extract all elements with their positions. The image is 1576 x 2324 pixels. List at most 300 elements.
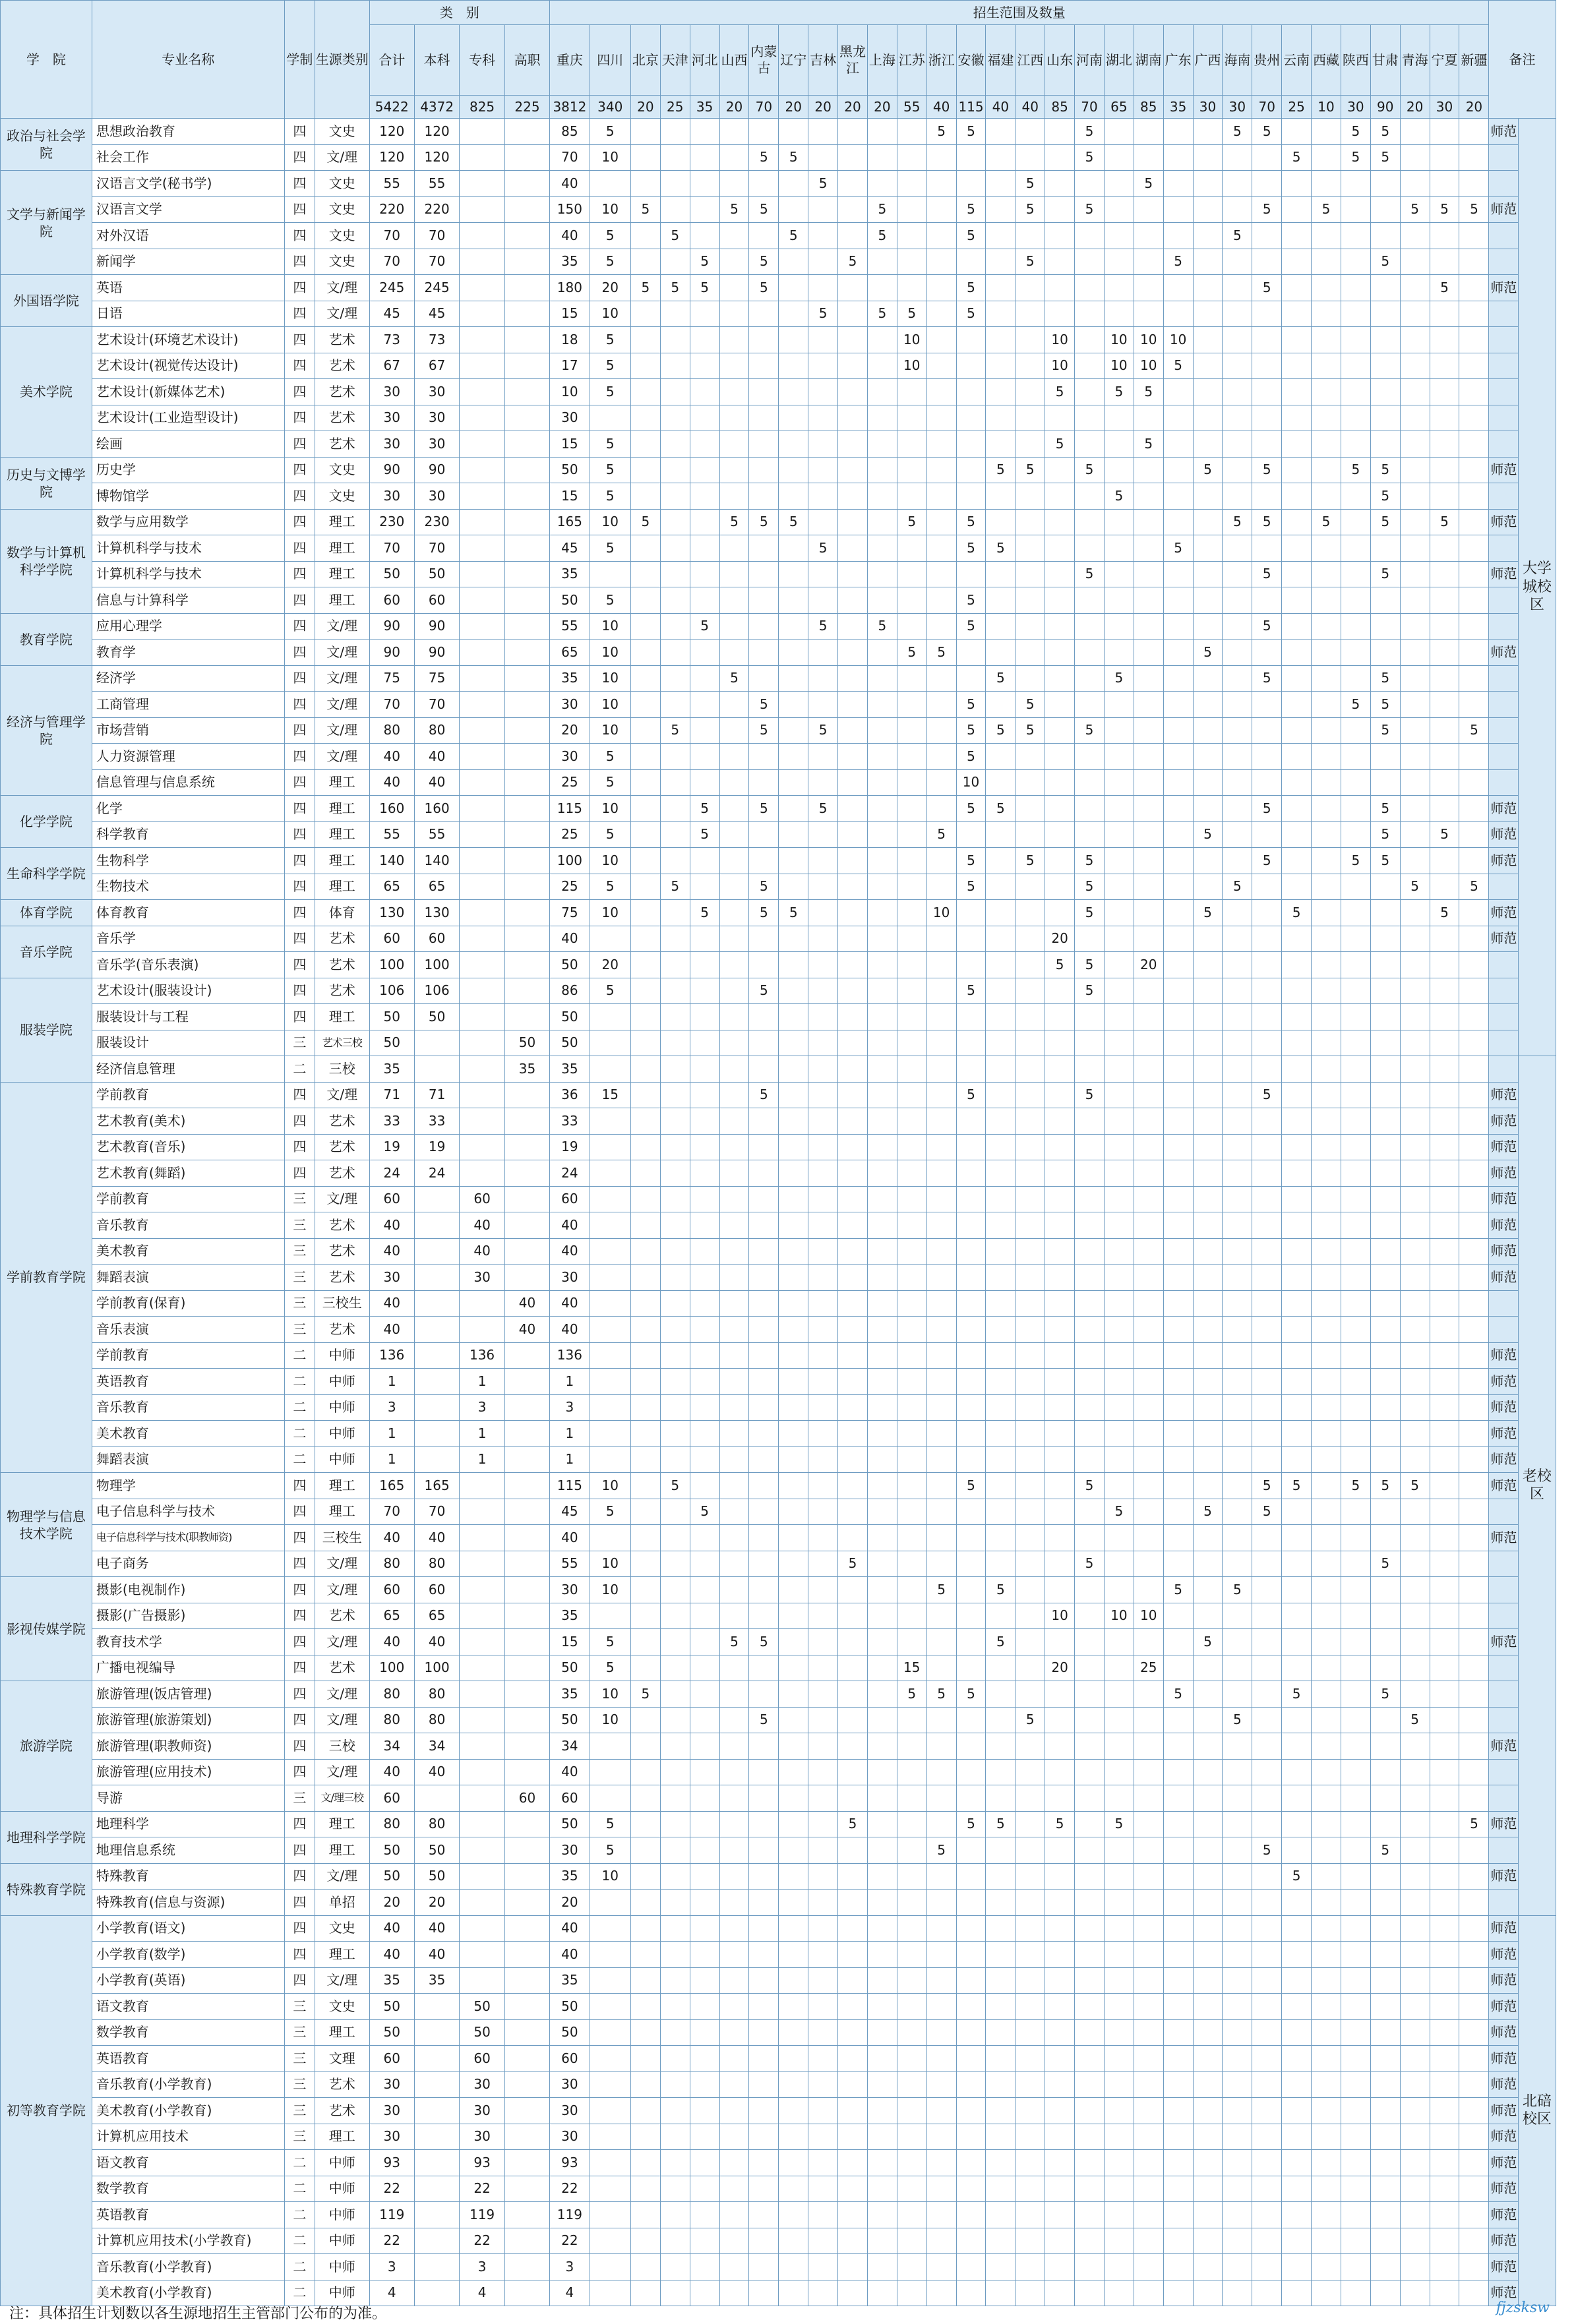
duration-cell: 四 [284, 144, 315, 171]
province-quota-cell [749, 587, 779, 614]
province-quota-cell: 35 [550, 1967, 590, 1994]
total-cell: 30 [369, 405, 414, 431]
province-quota-cell [867, 1733, 897, 1760]
province-quota-cell [719, 405, 749, 431]
province-quota-cell [1134, 1890, 1163, 1916]
province-quota-cell [1459, 327, 1489, 353]
province-quota-cell: 5 [808, 717, 838, 744]
province-quota-cell [867, 1890, 897, 1916]
province-quota-cell [1312, 1759, 1341, 1785]
province-quota-cell: 22 [550, 2228, 590, 2254]
province-quota-cell [1104, 223, 1134, 249]
province-quota-cell [1430, 717, 1459, 744]
major-name: 教育技术学 [92, 1629, 284, 1655]
province-quota-cell [838, 1265, 868, 1291]
header-duration: 学制 [284, 1, 315, 119]
province-quota-cell [838, 1733, 868, 1760]
province-quota-cell [1075, 1967, 1105, 1994]
header-total-count: 25 [1282, 96, 1312, 119]
province-quota-cell: 45 [550, 535, 590, 562]
province-quota-cell [1134, 1265, 1163, 1291]
province-quota-cell [956, 1577, 986, 1603]
header-bachelor: 本科 [414, 25, 459, 96]
province-quota-cell: 5 [1252, 457, 1282, 483]
province-quota-cell [1282, 613, 1312, 640]
province-quota-cell [1459, 1837, 1489, 1864]
province-quota-cell [779, 561, 808, 587]
duration-cell: 四 [284, 926, 315, 952]
province-quota-cell [630, 457, 660, 483]
province-quota-cell [690, 1317, 719, 1343]
province-quota-cell [1312, 1890, 1341, 1916]
province-quota-cell [1163, 2019, 1193, 2046]
province-quota-cell [986, 1915, 1015, 1942]
remark-cell: 师范 [1489, 1629, 1519, 1655]
province-quota-cell: 35 [550, 1056, 590, 1083]
province-quota-cell [630, 1525, 660, 1551]
bachelor-cell: 50 [414, 1863, 459, 1890]
province-quota-cell [690, 1863, 719, 1890]
bachelor-cell: 30 [414, 379, 459, 405]
bachelor-cell [414, 1446, 459, 1473]
province-quota-cell [719, 1317, 749, 1343]
province-quota-cell [1370, 405, 1400, 431]
province-quota-cell [1312, 1707, 1341, 1733]
province-quota-cell [1223, 848, 1252, 874]
province-quota-cell [1252, 1811, 1282, 1837]
province-quota-cell [779, 1369, 808, 1395]
province-quota-cell [1045, 1863, 1075, 1890]
table-row [1, 1473, 1576, 1499]
vocational-cell [504, 2202, 549, 2228]
province-quota-cell: 3 [550, 2254, 590, 2280]
province-quota-cell [1223, 2124, 1252, 2150]
header-total-count: 35 [1163, 96, 1193, 119]
province-quota-cell [630, 2280, 660, 2306]
vocational-cell [504, 692, 549, 718]
vocational-cell [504, 327, 549, 353]
province-quota-cell [1104, 874, 1134, 900]
province-quota-cell [1430, 796, 1459, 822]
province-quota-cell [660, 327, 690, 353]
province-quota-cell [1223, 1473, 1252, 1499]
province-quota-cell [1459, 821, 1489, 848]
province-quota-cell [1223, 2150, 1252, 2176]
province-quota-cell: 30 [550, 1265, 590, 1291]
province-quota-cell: 19 [550, 1134, 590, 1160]
province-quota-cell [660, 1004, 690, 1030]
header-total-count: 70 [749, 96, 779, 119]
province-quota-cell [1223, 769, 1252, 796]
province-quota-cell: 5 [630, 1681, 660, 1708]
vocational-cell [504, 1759, 549, 1785]
province-quota-cell [926, 1473, 956, 1499]
province-quota-cell [808, 665, 838, 692]
remark-cell [1489, 1056, 1519, 1083]
province-quota-cell [1134, 769, 1163, 796]
province-quota-cell [1459, 1394, 1489, 1421]
province-quota-cell [1312, 1108, 1341, 1135]
province-quota-cell [897, 848, 926, 874]
province-quota-cell [1341, 1994, 1370, 2020]
province-quota-cell: 5 [808, 535, 838, 562]
specialty-cell [460, 301, 504, 327]
province-quota-cell: 17 [550, 353, 590, 379]
major-name: 艺术设计(服装设计) [92, 978, 284, 1004]
province-quota-cell [719, 1811, 749, 1837]
province-quota-cell [1104, 196, 1134, 223]
bachelor-cell: 80 [414, 1681, 459, 1708]
major-name: 摄影(广告摄影) [92, 1603, 284, 1629]
province-quota-cell: 10 [926, 900, 956, 926]
province-quota-cell [590, 1238, 630, 1265]
total-cell: 50 [369, 1004, 414, 1030]
province-quota-cell [1282, 2150, 1312, 2176]
source-type-cell: 三校生 [315, 1525, 370, 1551]
specialty-cell: 60 [460, 1186, 504, 1212]
province-quota-cell [1459, 1369, 1489, 1395]
province-quota-cell [1341, 874, 1370, 900]
province-quota-cell [719, 900, 749, 926]
province-quota-cell [590, 2254, 630, 2280]
source-type-cell: 文史 [315, 483, 370, 510]
province-quota-cell [867, 769, 897, 796]
province-quota-cell [590, 171, 630, 197]
province-quota-cell [1045, 2124, 1075, 2150]
province-quota-cell [1459, 1551, 1489, 1577]
header-remark: 备注 [1489, 1, 1556, 119]
province-quota-cell [1400, 405, 1430, 431]
province-quota-cell [956, 640, 986, 666]
province-quota-cell [986, 2280, 1015, 2306]
province-quota-cell [897, 1837, 926, 1864]
province-quota-cell [986, 1108, 1015, 1135]
province-quota-cell [690, 2019, 719, 2046]
province-quota-cell [1193, 744, 1223, 770]
province-quota-cell [1400, 2150, 1430, 2176]
province-quota-cell: 5 [749, 1082, 779, 1108]
province-quota-cell [1045, 535, 1075, 562]
province-quota-cell [1015, 1134, 1045, 1160]
province-quota-cell [1075, 1655, 1105, 1681]
specialty-cell [460, 1863, 504, 1890]
province-quota-cell [1341, 2254, 1370, 2280]
province-quota-cell [1430, 327, 1459, 353]
province-quota-cell [690, 431, 719, 458]
province-quota-cell [749, 1603, 779, 1629]
table-row [1, 1186, 1576, 1212]
province-quota-cell [1430, 1837, 1459, 1864]
province-quota-cell [838, 1577, 868, 1603]
remark-cell [1489, 1681, 1519, 1708]
province-quota-cell [838, 978, 868, 1004]
province-quota-cell [1075, 249, 1105, 275]
province-quota-cell [1341, 1707, 1370, 1733]
province-quota-cell: 5 [1015, 249, 1045, 275]
province-quota-cell [956, 1108, 986, 1135]
table-row [1, 744, 1576, 770]
province-quota-cell [1223, 744, 1252, 770]
province-quota-cell [779, 2202, 808, 2228]
specialty-cell [460, 1603, 504, 1629]
specialty-cell [460, 1290, 504, 1317]
province-quota-cell [1015, 744, 1045, 770]
province-quota-cell [897, 952, 926, 978]
province-quota-cell [1430, 1134, 1459, 1160]
province-quota-cell [1282, 1499, 1312, 1525]
province-quota-cell [1252, 1160, 1282, 1187]
province-quota-cell [1312, 223, 1341, 249]
province-quota-cell [1430, 1577, 1459, 1603]
province-quota-cell [1015, 535, 1045, 562]
province-quota-cell [660, 1655, 690, 1681]
remark-cell [1489, 1890, 1519, 1916]
remark-cell: 师范 [1489, 2071, 1519, 2098]
province-quota-cell [1134, 2124, 1163, 2150]
province-quota-cell [867, 1967, 897, 1994]
total-cell: 50 [369, 561, 414, 587]
province-quota-cell [1015, 1421, 1045, 1447]
province-quota-cell: 5 [749, 796, 779, 822]
province-quota-cell [1400, 535, 1430, 562]
province-quota-cell [838, 1655, 868, 1681]
province-quota-cell [1015, 1212, 1045, 1239]
province-quota-cell [808, 1837, 838, 1864]
vocational-cell [504, 483, 549, 510]
province-quota-cell: 5 [926, 119, 956, 145]
province-quota-cell [1370, 613, 1400, 640]
province-quota-cell [808, 1369, 838, 1395]
province-quota-cell [590, 1759, 630, 1785]
table-row [1, 509, 1576, 535]
province-quota-cell [660, 1238, 690, 1265]
province-quota-cell [986, 2046, 1015, 2072]
province-quota-cell [808, 1108, 838, 1135]
province-quota-cell: 5 [838, 1551, 868, 1577]
specialty-cell [460, 144, 504, 171]
specialty-cell: 1 [460, 1421, 504, 1447]
province-quota-cell [838, 327, 868, 353]
province-quota-cell [1430, 1785, 1459, 1812]
province-quota-cell [660, 1394, 690, 1421]
province-quota-cell [808, 2046, 838, 2072]
province-quota-cell [1400, 1942, 1430, 1968]
province-quota-cell: 35 [550, 249, 590, 275]
duration-cell: 四 [284, 1004, 315, 1030]
province-quota-cell [1400, 692, 1430, 718]
province-quota-cell [1045, 1369, 1075, 1395]
total-cell: 1 [369, 1446, 414, 1473]
province-quota-cell [808, 2124, 838, 2150]
bachelor-cell: 90 [414, 613, 459, 640]
province-quota-cell [1430, 144, 1459, 171]
province-quota-cell [1134, 1446, 1163, 1473]
province-quota-cell [867, 1473, 897, 1499]
specialty-cell [460, 1525, 504, 1551]
remark-cell: 师范 [1489, 1525, 1519, 1551]
source-type-cell: 理工 [315, 1942, 370, 1968]
province-quota-cell [1459, 1759, 1489, 1785]
vocational-cell [504, 1473, 549, 1499]
total-cell: 40 [369, 1942, 414, 1968]
province-quota-cell [1370, 327, 1400, 353]
province-quota-cell [660, 1603, 690, 1629]
province-quota-cell [897, 275, 926, 301]
province-quota-cell [749, 1473, 779, 1499]
province-quota-cell [1370, 1238, 1400, 1265]
province-quota-cell: 5 [986, 665, 1015, 692]
province-quota-cell [719, 1290, 749, 1317]
province-quota-cell: 24 [550, 1160, 590, 1187]
province-quota-cell [1134, 2019, 1163, 2046]
province-quota-cell [838, 223, 868, 249]
province-quota-cell [956, 1421, 986, 1447]
major-name: 日语 [92, 301, 284, 327]
province-quota-cell [1223, 1369, 1252, 1395]
remark-cell: 师范 [1489, 796, 1519, 822]
header-total-count: 225 [504, 96, 549, 119]
province-quota-cell [660, 1369, 690, 1395]
province-quota-cell [1341, 1890, 1370, 1916]
province-quota-cell [719, 1655, 749, 1681]
province-quota-cell [838, 301, 868, 327]
province-quota-cell: 5 [1045, 379, 1075, 405]
province-quota-cell [749, 171, 779, 197]
province-quota-cell: 5 [1430, 509, 1459, 535]
province-quota-cell [1282, 796, 1312, 822]
province-quota-cell [1282, 1082, 1312, 1108]
province-quota-cell [1134, 1681, 1163, 1708]
major-name: 对外汉语 [92, 223, 284, 249]
province-quota-cell [1223, 2071, 1252, 2098]
province-quota-cell [779, 1603, 808, 1629]
province-quota-cell [1459, 613, 1489, 640]
province-quota-cell [1045, 1890, 1075, 1916]
province-quota-cell [808, 1446, 838, 1473]
province-quota-cell [1104, 1890, 1134, 1916]
province-quota-cell [1312, 2254, 1341, 2280]
province-quota-cell [808, 509, 838, 535]
province-quota-cell [867, 900, 897, 926]
province-quota-cell [1282, 1994, 1312, 2020]
province-quota-cell [660, 2202, 690, 2228]
specialty-cell [460, 665, 504, 692]
province-quota-cell [1015, 2176, 1045, 2202]
province-quota-cell [1163, 2046, 1193, 2072]
specialty-cell [460, 613, 504, 640]
province-quota-cell [986, 1317, 1015, 1343]
province-quota-cell [838, 848, 868, 874]
province-quota-cell [719, 1030, 749, 1056]
bachelor-cell: 65 [414, 874, 459, 900]
specialty-cell: 119 [460, 2202, 504, 2228]
header-total-count: 10 [1312, 96, 1341, 119]
province-quota-cell [956, 1942, 986, 1968]
province-quota-cell [838, 1317, 868, 1343]
province-quota-cell [1400, 744, 1430, 770]
province-quota-cell [779, 874, 808, 900]
source-type-cell: 中师 [315, 2202, 370, 2228]
province-quota-cell [1282, 1265, 1312, 1291]
province-quota-cell [1134, 1212, 1163, 1239]
province-quota-cell [897, 1134, 926, 1160]
province-quota-cell [1282, 874, 1312, 900]
province-quota-cell: 5 [719, 1629, 749, 1655]
major-name: 特殊教育 [92, 1863, 284, 1890]
province-quota-cell [719, 1577, 749, 1603]
header-total-count: 40 [926, 96, 956, 119]
province-quota-cell [690, 405, 719, 431]
province-quota-cell: 5 [1459, 874, 1489, 900]
province-quota-cell: 5 [1223, 874, 1252, 900]
province-quota-cell [1312, 640, 1341, 666]
province-quota-cell [630, 2019, 660, 2046]
province-quota-cell [1193, 223, 1223, 249]
province-quota-cell [1341, 1942, 1370, 1968]
province-quota-cell [1104, 2098, 1134, 2124]
province-quota-cell: 5 [1430, 275, 1459, 301]
province-quota-cell [1104, 900, 1134, 926]
province-quota-cell: 15 [550, 1629, 590, 1655]
province-quota-cell [897, 2019, 926, 2046]
province-quota-cell [1163, 483, 1193, 510]
province-quota-cell [1282, 587, 1312, 614]
province-quota-cell [660, 2150, 690, 2176]
province-quota-cell: 5 [1459, 1811, 1489, 1837]
province-quota-cell [1015, 1290, 1045, 1317]
province-quota-cell: 1 [550, 1421, 590, 1447]
province-quota-cell [1430, 1290, 1459, 1317]
province-quota-cell [1163, 1446, 1193, 1473]
province-quota-cell [1282, 1160, 1312, 1187]
province-quota-cell [1163, 561, 1193, 587]
remark-cell [1489, 483, 1519, 510]
total-cell: 30 [369, 2098, 414, 2124]
province-quota-cell [1045, 1551, 1075, 1577]
province-quota-cell [749, 1238, 779, 1265]
province-quota-cell [1045, 1707, 1075, 1733]
province-quota-cell [808, 353, 838, 379]
total-cell: 35 [369, 1967, 414, 1994]
province-quota-cell [1134, 848, 1163, 874]
remark-cell: 师范 [1489, 1473, 1519, 1499]
bachelor-cell: 140 [414, 848, 459, 874]
province-quota-cell [660, 2176, 690, 2202]
bachelor-cell: 130 [414, 900, 459, 926]
specialty-cell: 50 [460, 2019, 504, 2046]
province-quota-cell: 18 [550, 327, 590, 353]
province-quota-cell [1252, 769, 1282, 796]
province-quota-cell [719, 1446, 749, 1473]
province-quota-cell [1015, 2124, 1045, 2150]
province-quota-cell: 5 [749, 196, 779, 223]
province-quota-cell [1430, 1499, 1459, 1525]
province-quota-cell [1370, 1811, 1400, 1837]
province-quota-cell [1370, 1369, 1400, 1395]
province-quota-cell [660, 535, 690, 562]
province-quota-cell [779, 1733, 808, 1760]
province-quota-cell [986, 1499, 1015, 1525]
province-quota-cell [1193, 301, 1223, 327]
province-quota-cell [779, 1317, 808, 1343]
province-quota-cell [867, 249, 897, 275]
province-quota-cell [719, 2019, 749, 2046]
province-quota-cell [1430, 457, 1459, 483]
province-quota-cell [808, 1890, 838, 1916]
province-quota-cell [1370, 1967, 1400, 1994]
province-quota-cell [749, 1342, 779, 1369]
duration-cell: 四 [284, 692, 315, 718]
